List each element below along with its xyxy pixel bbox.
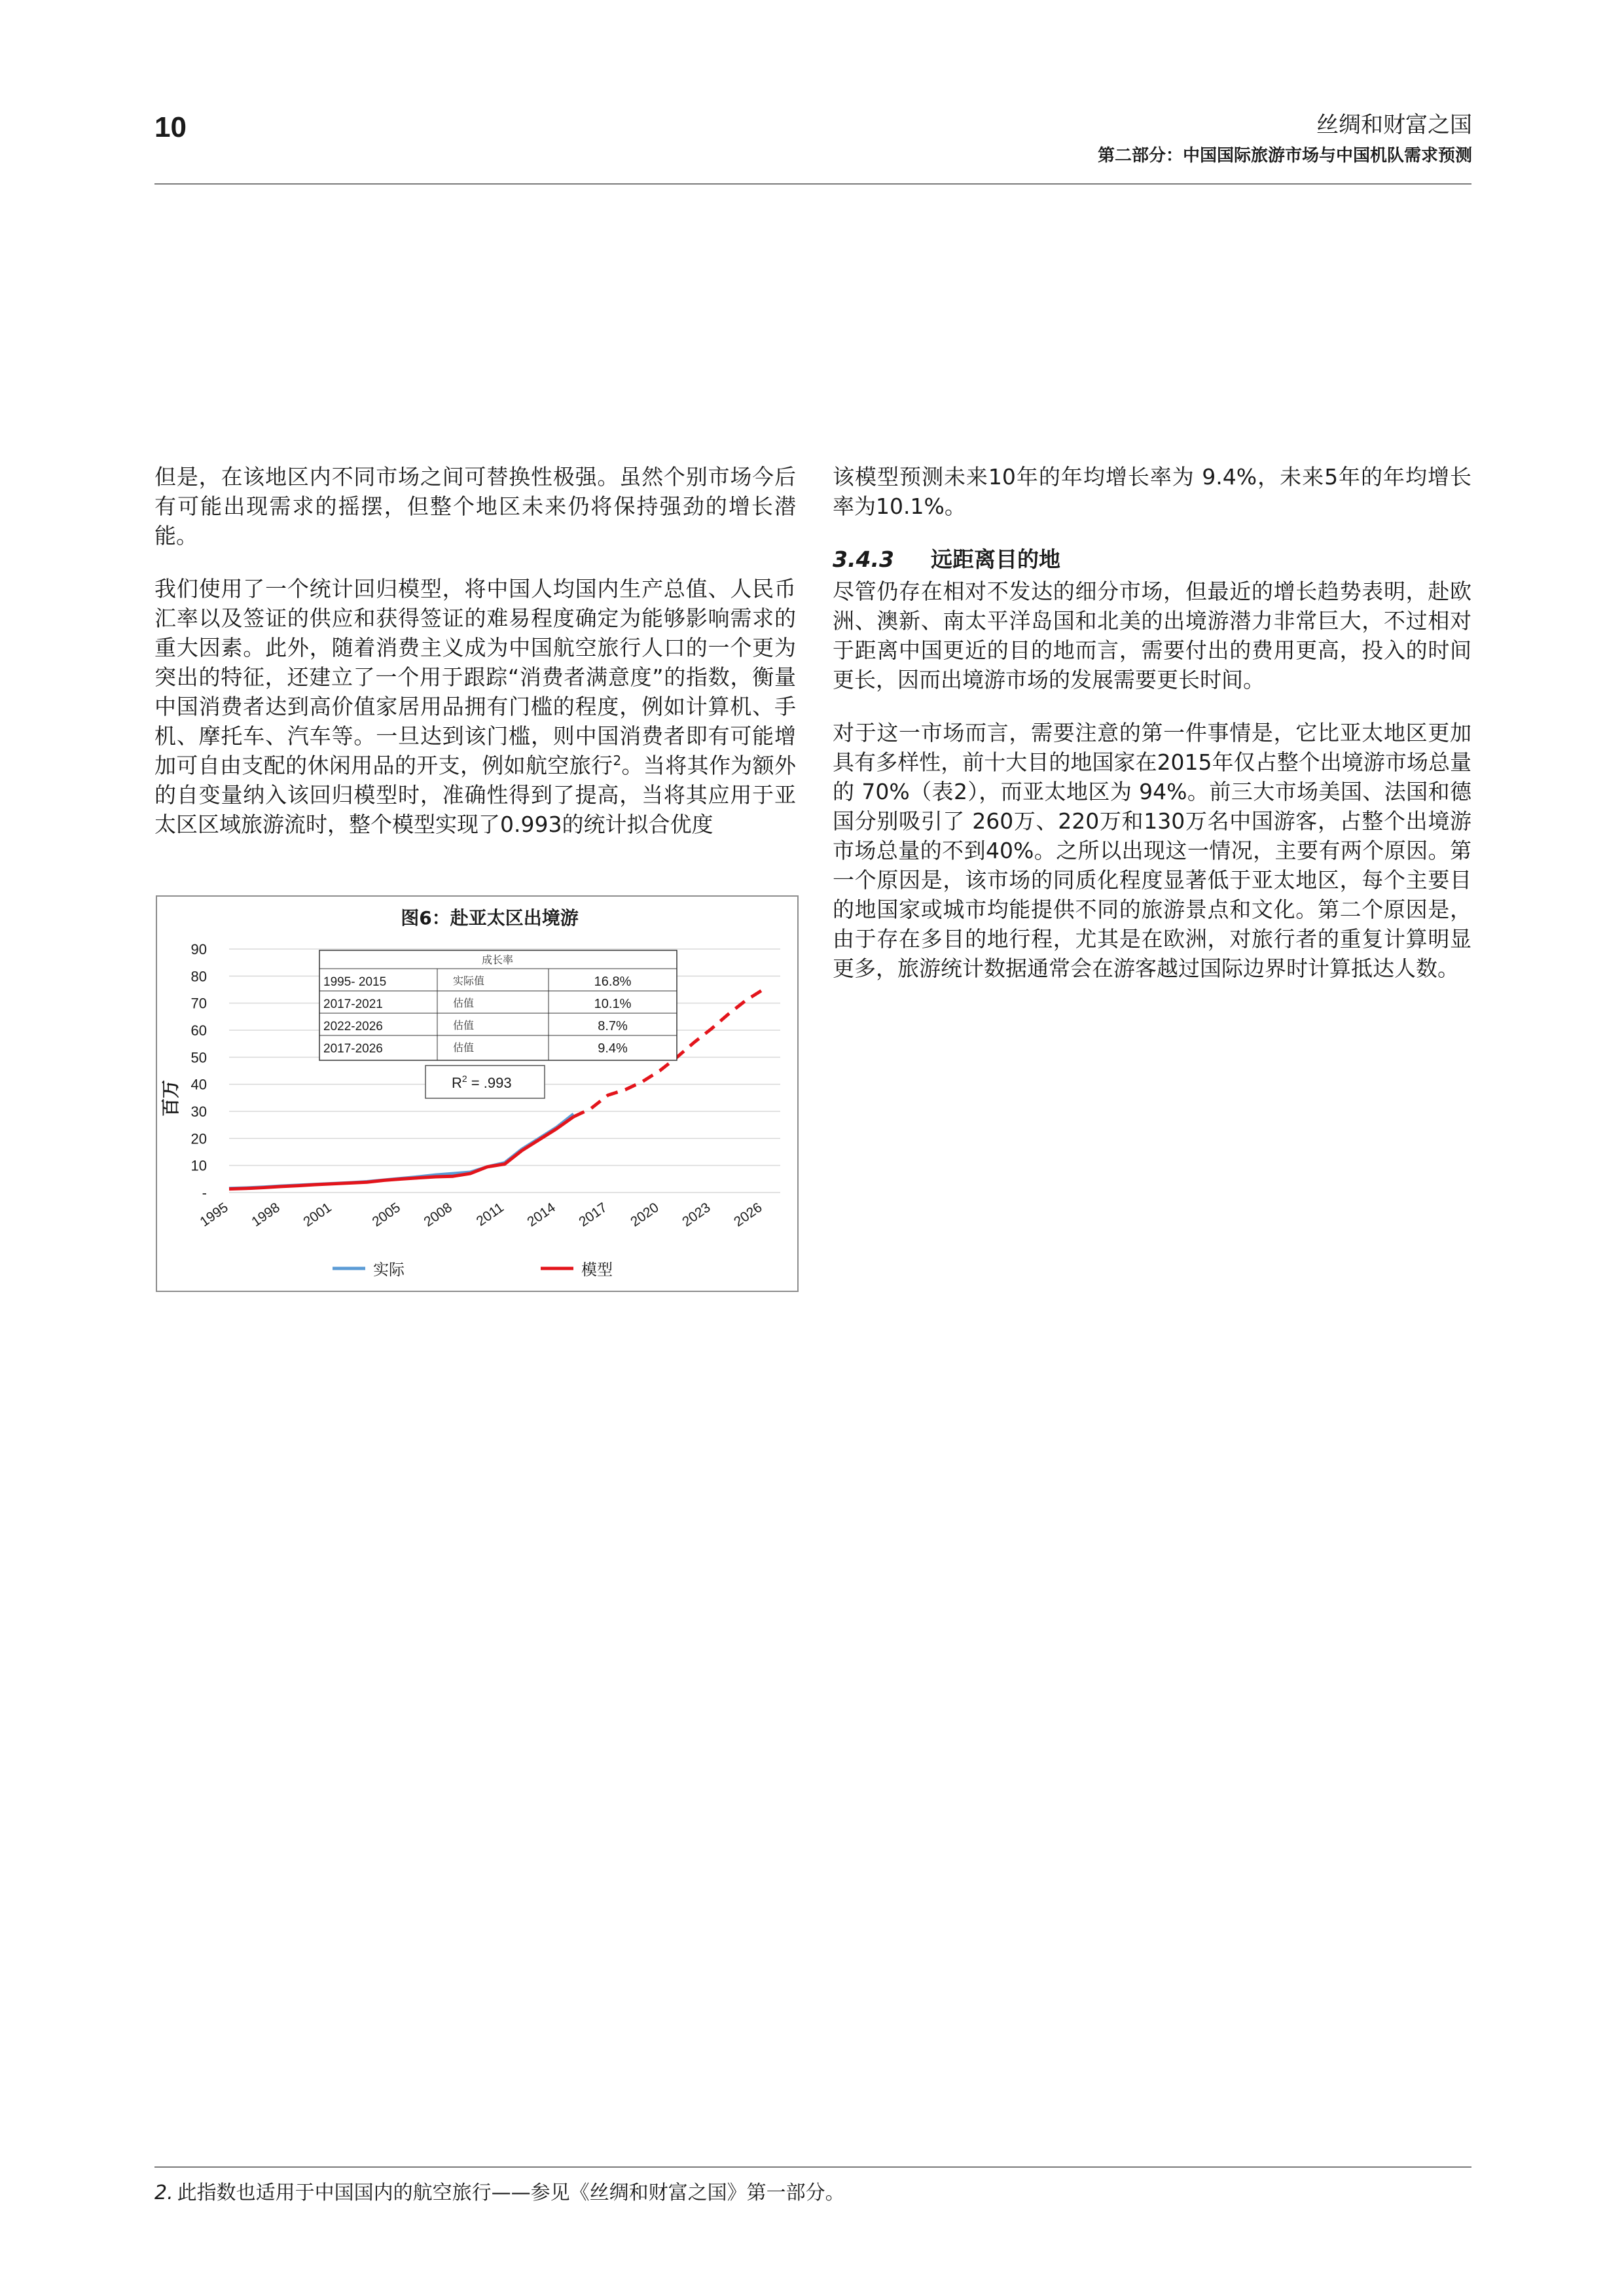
footnote-text: 此指数也适用于中国国内的航空旅行——参见《丝绸和财富之国》第一部分。 xyxy=(177,2181,845,2204)
table-cell: 10.1% xyxy=(594,997,632,1011)
running-header xyxy=(1098,110,1472,169)
paragraph-text: 。当将其作为额外的自变量纳入该回归模型时，准确性得到了提高，当将其应用于亚太区区域旅游流时，整个模型实现了0.993的统计拟合优度 xyxy=(154,753,797,837)
table-cell: 16.8% xyxy=(594,975,632,989)
y-tick-label: 40 xyxy=(190,1076,207,1093)
x-tick-label: 2008 xyxy=(421,1200,455,1230)
x-tick-label: 2026 xyxy=(731,1200,765,1230)
y-tick-label: 30 xyxy=(190,1103,207,1120)
y-tick-label: - xyxy=(202,1185,207,1201)
paragraph: 但是，在该地区内不同市场之间可替换性极强。虽然个别市场今后有可能出现需求的摇摆，但整个地区未来仍将保持强劲的增长潜能。 xyxy=(154,464,796,548)
chart-title: 图6：赴亚太区出境游 xyxy=(401,907,579,929)
x-tick-label: 2005 xyxy=(369,1200,403,1230)
y-axis xyxy=(191,941,207,1201)
x-axis xyxy=(197,1200,765,1230)
paragraph-text: 我们使用了一个统计回归模型，将中国人均国内生产总值、人民币汇率以及签证的供应和获得签证的难易程度确定为能够影响需求的重大因素。此外，随着消费主义成为中国航空旅行人口的一个更为突出的特征，还建立了一个用于跟踪“消费者满意度”的指数，衡量中国消费者达到高价值家居用品拥有门槛的程度，例如计算机、手机、摩托车、汽车等。一旦达到该门槛，则中国消费者即有可能增加可自由支配的休闲用品的开支，例如航空旅行 xyxy=(154,576,796,778)
table-cell: 9.4% xyxy=(598,1041,628,1056)
line-chart xyxy=(157,897,797,1291)
section-title: 远距离目的地 xyxy=(930,547,1060,572)
table-cell: 估值 xyxy=(453,1041,475,1054)
paragraph: 尽管仍存在相对不发达的细分市场，但最近的增长趋势表明，赴欧洲、澳新、南太平洋岛国和北美的出境游潜力非常巨大，不过相对于距离中国更近的目的地而言，需要付出的费用更高，投入的时间更长，因而出境游市场的发展需要更长时间。 xyxy=(833,579,1471,692)
table-cell: 2017-2021 xyxy=(323,997,383,1011)
table-cell: 估值 xyxy=(453,997,475,1009)
document-title: 丝绸和财富之国 xyxy=(1316,112,1472,138)
section-subtitle: 第二部分：中国国际旅游市场与中国机队需求预测 xyxy=(1097,146,1472,166)
y-tick-label: 80 xyxy=(190,968,207,985)
table-cell: 实际值 xyxy=(453,975,485,987)
x-tick-label: 2017 xyxy=(576,1200,610,1230)
series-model-line xyxy=(229,1117,573,1189)
growth-table-header: 成长率 xyxy=(481,954,514,966)
paragraph: 该模型预测未来10年的年均增长率为 9.4%，未来5年的年均增长率为10.1%。 xyxy=(833,464,1471,519)
x-tick-label: 2014 xyxy=(524,1200,558,1230)
y-tick-label: 20 xyxy=(190,1130,207,1147)
table-cell: 8.7% xyxy=(598,1019,628,1033)
x-tick-label: 2020 xyxy=(628,1200,662,1230)
x-tick-label: 2023 xyxy=(679,1200,713,1230)
r-squared-box xyxy=(425,1066,545,1098)
footnote-divider xyxy=(154,2166,1471,2168)
x-tick-label: 2001 xyxy=(300,1200,334,1230)
footnote-ref[interactable]: 2 xyxy=(613,753,622,768)
paragraph xyxy=(154,574,796,839)
left-column xyxy=(154,462,796,863)
x-tick-label: 2011 xyxy=(473,1200,507,1230)
legend xyxy=(333,1261,613,1279)
legend-label-actual: 实际 xyxy=(373,1261,405,1279)
legend-label-model: 模型 xyxy=(581,1261,613,1279)
header-divider xyxy=(154,183,1471,185)
table-cell: 1995- 2015 xyxy=(323,975,387,989)
section-number: 3.4.3 xyxy=(833,547,894,572)
x-tick-label: 1995 xyxy=(197,1200,231,1230)
table-cell: 2022-2026 xyxy=(323,1020,383,1033)
x-tick-label: 1998 xyxy=(249,1200,283,1230)
y-tick-label: 10 xyxy=(190,1157,207,1174)
paragraph: 对于这一市场而言，需要注意的第一件事情是，它比亚太地区更加具有多样性，前十大目的地国家在2015年仅占整个出境游市场总量的 70%（表2），而亚太地区为 94%。前三大市场美国、法国和德国分别吸引了 260万、220万和130万名中国游客，占整个出境游市场总量的不到40%。之所以出现这一情况，主要有两个原因。第一个原因是，该市场的同质化程度显著低于亚太地区，每个主要目的地国家或城市均能提供不同的旅游景点和文化。第二个原因是，由于存在多目的地行程，尤其是在欧洲，对旅行者的重复计算明显更多，旅游统计数据通常会在游客越过国际边界时计算抵达人数。 xyxy=(833,720,1471,981)
y-axis-label: 百万 xyxy=(160,1079,181,1117)
footnote xyxy=(154,2179,845,2207)
growth-table xyxy=(319,950,677,1060)
y-tick-label: 70 xyxy=(190,995,207,1012)
table-cell: 估值 xyxy=(453,1019,475,1031)
table-cell: 2017-2026 xyxy=(323,1042,383,1056)
y-tick-label: 60 xyxy=(190,1022,207,1039)
figure-6 xyxy=(156,895,799,1292)
page-number: 10 xyxy=(154,111,187,143)
section-heading xyxy=(833,545,1471,574)
y-tick-label: 90 xyxy=(190,941,207,958)
right-column xyxy=(833,462,1471,1007)
y-tick-label: 50 xyxy=(190,1049,207,1066)
footnote-number: 2. xyxy=(154,2181,173,2204)
r-squared-label: $R^2 = .993$ xyxy=(452,1073,512,1091)
